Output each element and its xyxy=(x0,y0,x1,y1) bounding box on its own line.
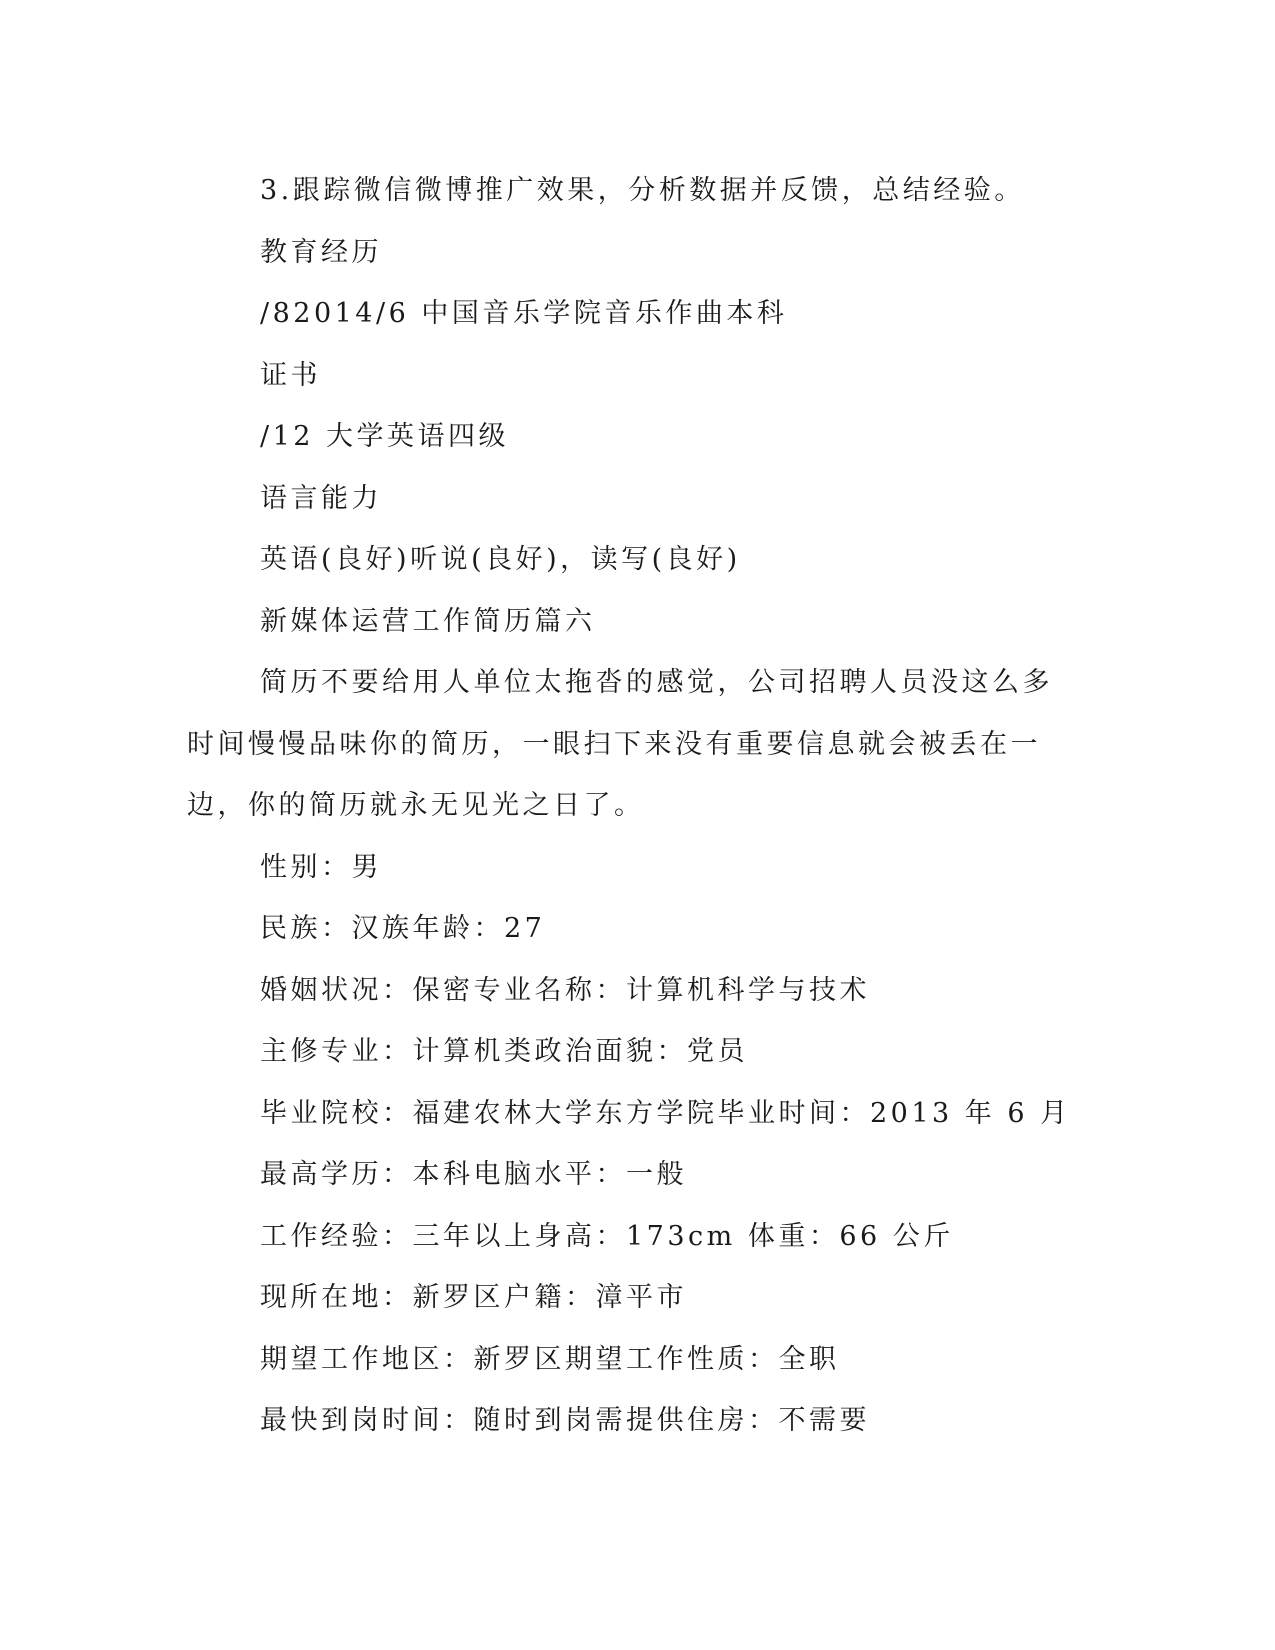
section-heading-language: 语言能力 xyxy=(260,482,382,514)
article-heading: 新媒体运营工作简历篇六 xyxy=(260,605,596,637)
profile-location-hukou: 现所在地：新罗区户籍：漳平市 xyxy=(260,1282,687,1313)
profile-marital-major: 婚姻状况：保密专业名称：计算机科学与技术 xyxy=(260,974,870,1006)
advice-paragraph: 简历不要给用人单位太拖沓的感觉，公司招聘人员没这么多时间慢慢品味你的简历，一眼扫下来没有重要信息就会被丢在一边，你的简历就永无见光之日了。 xyxy=(187,667,1053,821)
section-heading-certificates: 证书 xyxy=(260,359,321,391)
profile-school-graduation: 毕业院校：福建农林大学东方学院毕业时间：2013 年 6 月 xyxy=(260,1097,1071,1129)
profile-gender: 性别：男 xyxy=(260,851,382,883)
duty-item-3: 3.跟踪微信微博推广效果，分析数据并反馈，总结经验。 xyxy=(260,175,1025,206)
section-heading-education: 教育经历 xyxy=(260,236,382,268)
certificate-entry: /12 大学英语四级 xyxy=(260,421,510,452)
profile-ethnicity-age: 民族：汉族年龄：27 xyxy=(260,913,546,944)
profile-expected-area-type: 期望工作地区：新罗区期望工作性质：全职 xyxy=(260,1343,840,1375)
document-body xyxy=(187,160,1087,1452)
profile-availability-housing: 最快到岗时间：随时到岗需提供住房：不需要 xyxy=(260,1405,870,1436)
language-entry: 英语(良好)听说(良好)，读写(良好) xyxy=(260,544,741,575)
profile-degree-computer: 最高学历：本科电脑水平：一般 xyxy=(260,1159,687,1190)
education-entry: /82014/6 中国音乐学院音乐作曲本科 xyxy=(260,298,788,329)
profile-major-politics: 主修专业：计算机类政治面貌：党员 xyxy=(260,1036,748,1067)
profile-experience-height-weight: 工作经验：三年以上身高：173cm 体重：66 公斤 xyxy=(260,1220,954,1252)
